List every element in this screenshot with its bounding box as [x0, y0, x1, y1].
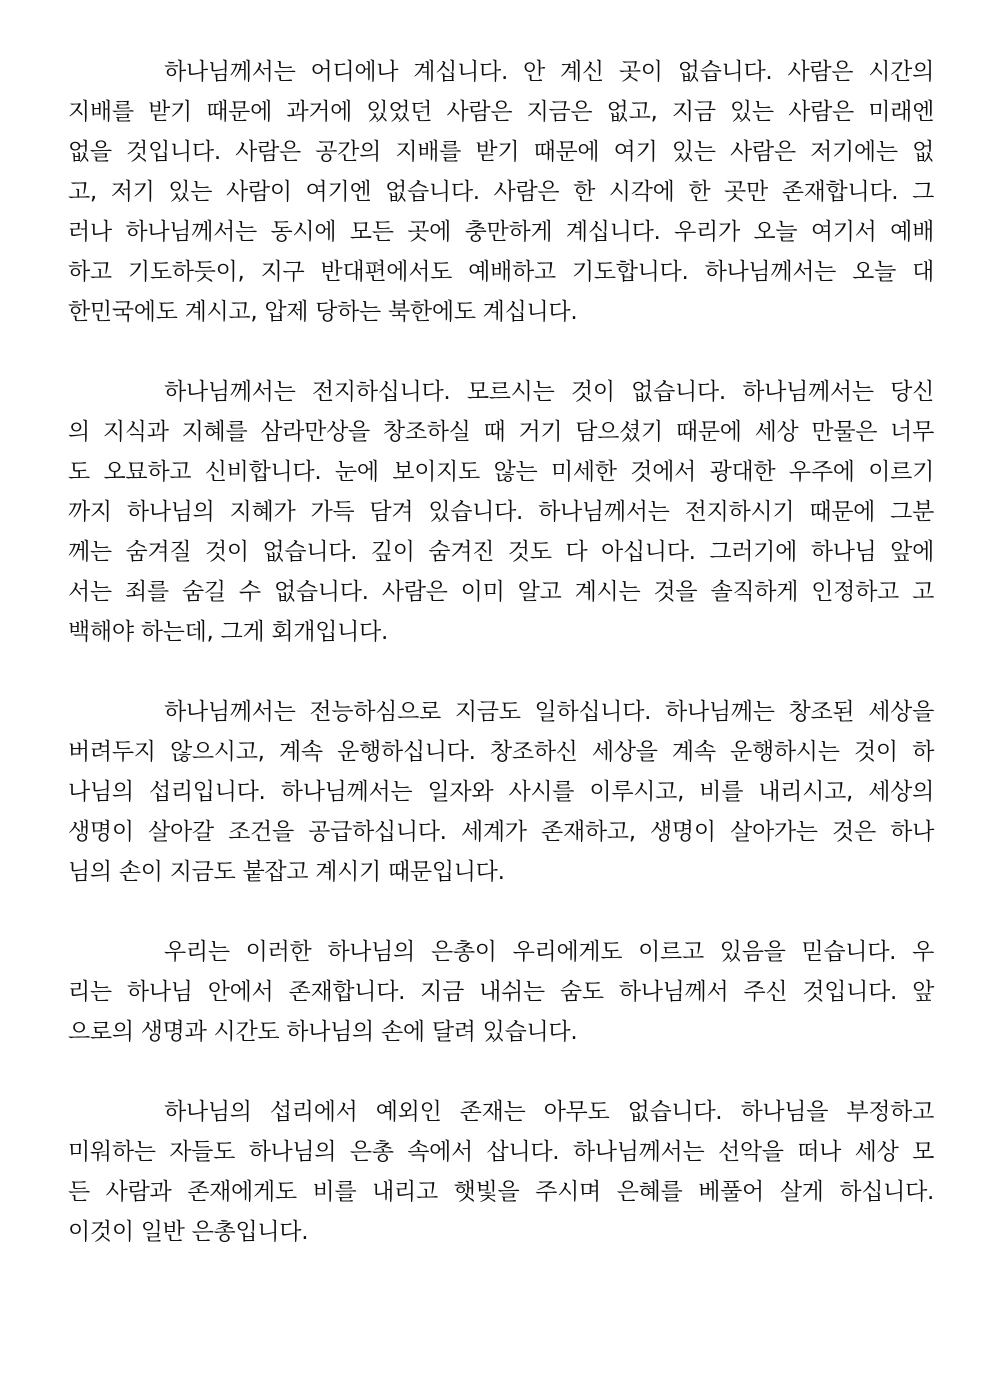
text-line: 하나님의 섭리에서 예외인 존재는 아무도 없습니다. 하나님을 부정하고 [164, 1099, 934, 1125]
text-line: 고, 저기 있는 사람이 여기엔 없습니다. 사람은 한 시각에 한 곳만 존재합니다. 그 [68, 179, 934, 205]
text-line: 하나님께서는 전능하심으로 지금도 일하십니다. 하나님께는 창조된 세상을 [164, 699, 934, 725]
text-line: 지배를 받기 때문에 과거에 있었던 사람은 지금은 없고, 지금 있는 사람은 미래엔 [68, 99, 934, 125]
text-line: 까지 하나님의 지혜가 가득 담겨 있습니다. 하나님께서는 전지하시기 때문에 그분 [68, 499, 934, 525]
text-line: 러나 하나님께서는 동시에 모든 곳에 충만하게 계십니다. 우리가 오늘 여기서 예배 [68, 219, 934, 245]
text-line: 없을 것입니다. 사람은 공간의 지배를 받기 때문에 여기 있는 사람은 저기에는 없 [68, 139, 934, 165]
paragraph [68, 932, 934, 1052]
text-line: 하나님께서는 어디에나 계십니다. 안 계신 곳이 없습니다. 사람은 시간의 [164, 59, 934, 85]
paragraph [68, 692, 934, 892]
text-line: 으로의 생명과 시간도 하나님의 손에 달려 있습니다. [68, 1019, 578, 1045]
text-line: 한민국에도 계시고, 압제 당하는 북한에도 계십니다. [68, 299, 578, 325]
text-line: 하고 기도하듯이, 지구 반대편에서도 예배하고 기도합니다. 하나님께서는 오늘 대 [68, 259, 934, 285]
text-line: 께는 숨겨질 것이 없습니다. 깊이 숨겨진 것도 다 아십니다. 그러기에 하나님 앞에 [68, 539, 934, 565]
text-line: 백해야 하는데, 그게 회개입니다. [68, 619, 388, 645]
text-line: 리는 하나님 안에서 존재합니다. 지금 내쉬는 숨도 하나님께서 주신 것입니다. 앞 [68, 979, 934, 1005]
text-line: 생명이 살아갈 조건을 공급하십니다. 세계가 존재하고, 생명이 살아가는 것은 하나 [68, 819, 934, 845]
text-line: 나님의 섭리입니다. 하나님께서는 일자와 사시를 이루시고, 비를 내리시고, 세상의 [68, 779, 934, 805]
paragraph [68, 372, 934, 652]
text-line: 도 오묘하고 신비합니다. 눈에 보이지도 않는 미세한 것에서 광대한 우주에 이르기 [68, 459, 934, 485]
text-line: 서는 죄를 숨길 수 없습니다. 사람은 이미 알고 계시는 것을 솔직하게 인정하고 고 [68, 579, 934, 605]
paragraph [68, 1092, 934, 1252]
document-page [68, 52, 934, 1252]
text-line: 하나님께서는 전지하십니다. 모르시는 것이 없습니다. 하나님께서는 당신 [164, 379, 934, 405]
text-line: 님의 손이 지금도 붙잡고 계시기 때문입니다. [68, 859, 505, 885]
text-line: 우리는 이러한 하나님의 은총이 우리에게도 이르고 있음을 믿습니다. 우 [164, 939, 934, 965]
text-line: 의 지식과 지혜를 삼라만상을 창조하실 때 거기 담으셨기 때문에 세상 만물은 너무 [68, 419, 934, 445]
text-line: 버려두지 않으시고, 계속 운행하십니다. 창조하신 세상을 계속 운행하시는 것이 하 [68, 739, 934, 765]
text-line: 든 사람과 존재에게도 비를 내리고 햇빛을 주시며 은혜를 베풀어 살게 하십니다. [68, 1179, 934, 1205]
text-line: 이것이 일반 은총입니다. [68, 1219, 309, 1245]
text-line: 미워하는 자들도 하나님의 은총 속에서 삽니다. 하나님께서는 선악을 떠나 세상 모 [68, 1139, 934, 1165]
paragraph [68, 52, 934, 332]
